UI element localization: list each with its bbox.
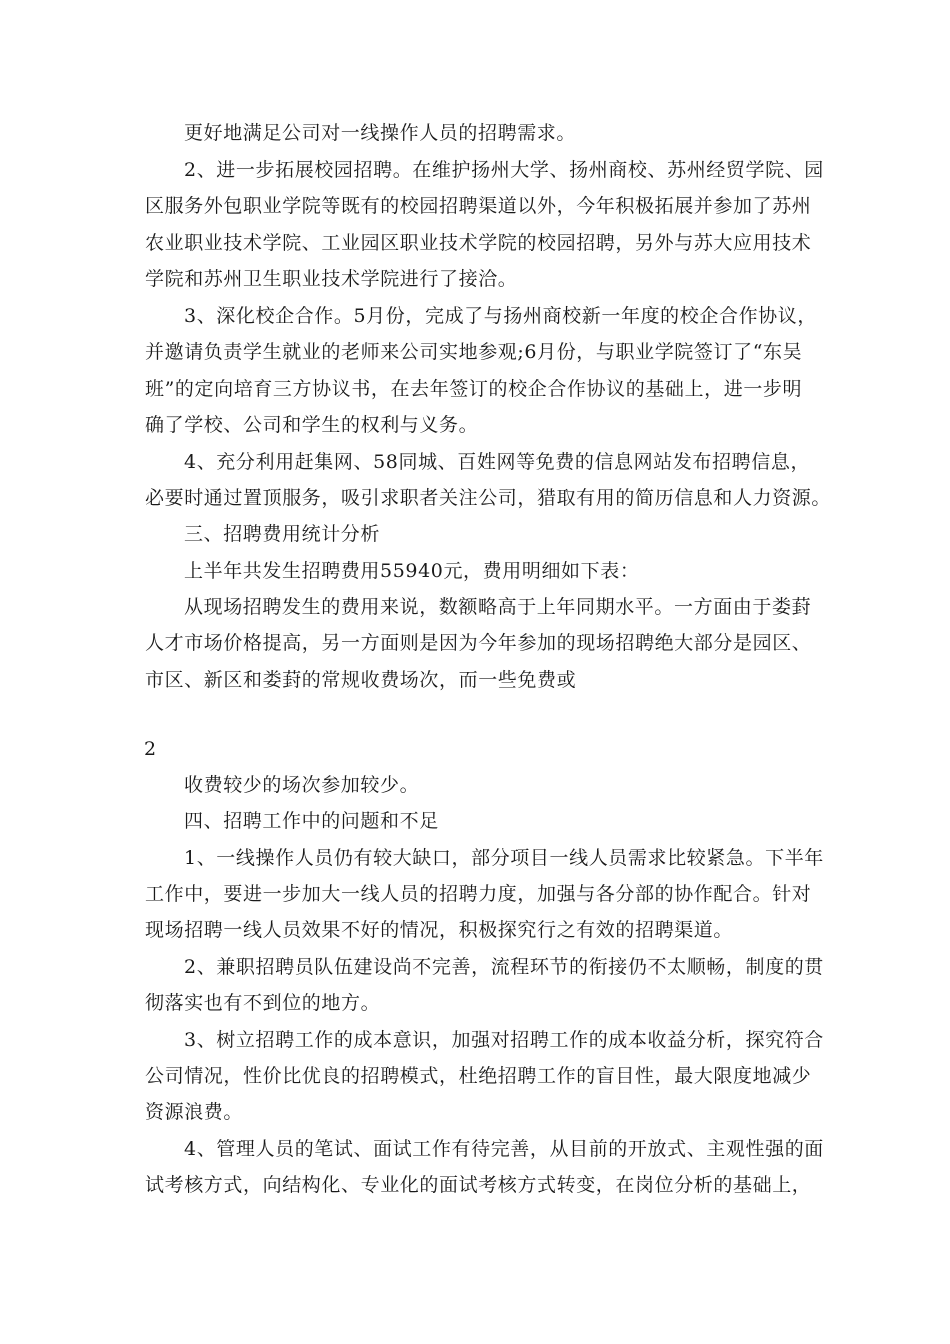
body-line: 班”的定向培育三方协议书，在去年签订的校企合作协议的基础上，进一步明 — [145, 378, 803, 400]
body-line: 区服务外包职业学院等既有的校园招聘渠道以外，今年积极拓展并参加了苏州 — [145, 195, 812, 217]
body-line: 收费较少的场次参加较少。 — [184, 774, 420, 796]
body-line: 并邀请负责学生就业的老师来公司实地参观;6月份，与职业学院签订了“东吴 — [145, 341, 803, 363]
body-line: 2、进一步拓展校园招聘。在维护扬州大学、扬州商校、苏州经贸学院、园 — [184, 159, 824, 181]
body-line: 确了学校、公司和学生的权利与义务。 — [145, 414, 479, 436]
body-line: 农业职业技术学院、工业园区职业技术学院的校园招聘，另外与苏大应用技术 — [145, 232, 812, 254]
body-line: 公司情况，性价比优良的招聘模式，杜绝招聘工作的盲目性，最大限度地减少 — [145, 1065, 812, 1087]
section-heading: 四、招聘工作中的问题和不足 — [184, 810, 439, 832]
body-line: 学院和苏州卫生职业技术学院进行了接洽。 — [145, 268, 518, 290]
body-line: 1、一线操作人员仍有较大缺口，部分项目一线人员需求比较紧急。下半年 — [184, 847, 824, 869]
section-heading: 三、招聘费用统计分析 — [184, 523, 381, 545]
body-line: 人才市场价格提高，另一方面则是因为今年参加的现场招聘绝大部分是园区、 — [145, 632, 812, 654]
body-line: 更好地满足公司对一线操作人员的招聘需求。 — [184, 122, 577, 144]
body-line: 资源浪费。 — [145, 1101, 244, 1123]
body-line: 3、深化校企合作。5月份，完成了与扬州商校新一年度的校企合作协议， — [184, 305, 817, 327]
page-number: 2 — [144, 738, 157, 760]
body-line: 工作中，要进一步加大一线人员的招聘力度，加强与各分部的协作配合。针对 — [145, 883, 812, 905]
body-line: 上半年共发生招聘费用55940元，费用明细如下表： — [184, 560, 640, 582]
body-line: 市区、新区和娄葑的常规收费场次，而一些免费或 — [145, 669, 577, 691]
body-line: 2、兼职招聘员队伍建设尚不完善，流程环节的衔接仍不太顺畅，制度的贯 — [184, 956, 824, 978]
body-line: 试考核方式，向结构化、专业化的面试考核方式转变，在岗位分析的基础上， — [145, 1174, 812, 1196]
body-line: 从现场招聘发生的费用来说，数额略高于上年同期水平。一方面由于娄葑 — [184, 596, 812, 618]
body-line: 4、管理人员的笔试、面试工作有待完善，从目前的开放式、主观性强的面 — [184, 1138, 824, 1160]
body-line: 彻落实也有不到位的地方。 — [145, 992, 381, 1014]
body-line: 现场招聘一线人员效果不好的情况，积极探究行之有效的招聘渠道。 — [145, 919, 734, 941]
body-line: 3、树立招聘工作的成本意识，加强对招聘工作的成本收益分析，探究符合 — [184, 1029, 824, 1051]
body-line: 4、充分利用赶集网、58同城、百姓网等免费的信息网站发布招聘信息， — [184, 451, 811, 473]
body-line: 必要时通过置顶服务，吸引求职者关注公司，猎取有用的简历信息和人力资源。 — [145, 487, 832, 509]
